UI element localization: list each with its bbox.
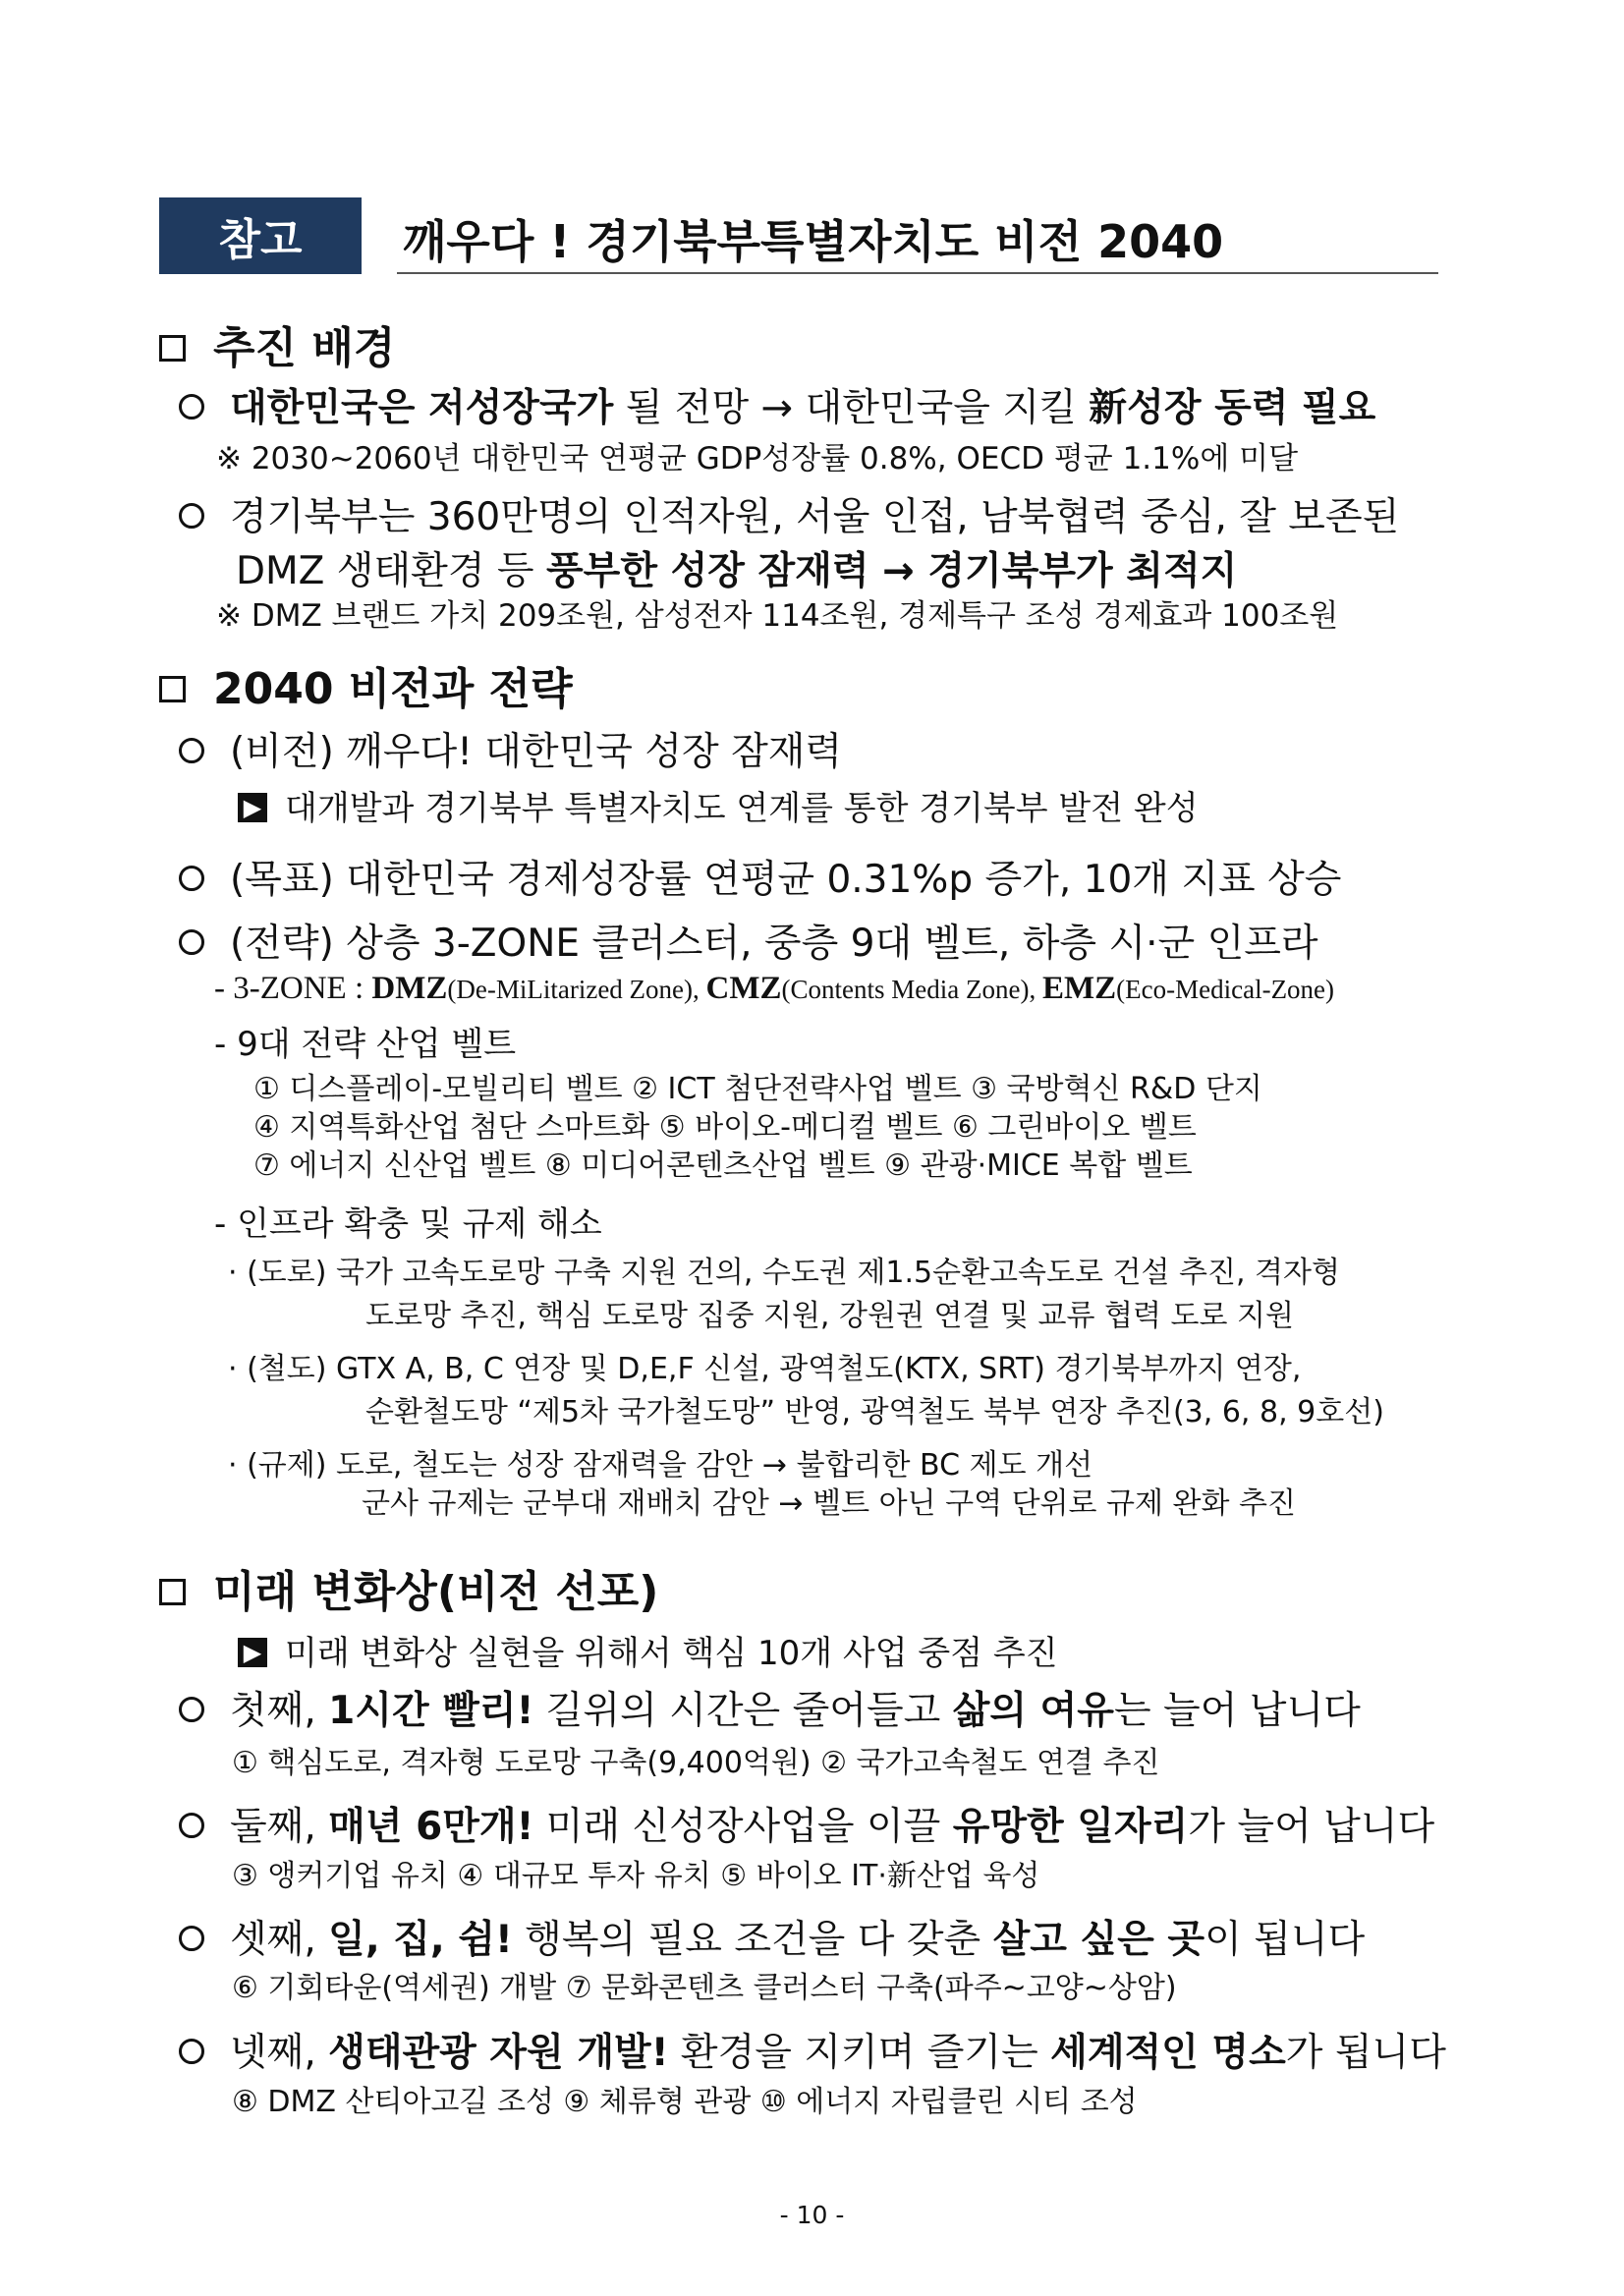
arrow-box-icon: ▶ <box>238 1638 267 1667</box>
circle-bullet-icon <box>179 738 204 763</box>
belt-heading: - 9대 전략 산업 벨트 <box>214 1025 517 1064</box>
future-detail-1: ① 핵심도로, 격자형 도로망 구축(9,400억원) ② 국가고속철도 연결 추진 <box>232 1746 1160 1780</box>
bullet-low-growth: 대한민국은 저성장국가 될 전망 → 대한민국을 지킬 新성장 동력 필요 <box>179 377 1375 432</box>
bullet-gyeonggi-north-l2: DMZ 생태환경 등 풍부한 성장 잠재력 → 경기북부가 최적지 <box>236 549 1238 593</box>
future-sub: ▶ 미래 변화상 실현을 위해서 핵심 10개 사업 중점 추진 <box>238 1626 1058 1674</box>
bullet-vision: (비전) 깨우다! 대한민국 성장 잠재력 <box>179 721 842 776</box>
future-point-3: 셋째, 일, 집, 쉼! 행복의 필요 조건을 다 갖춘 살고 싶은 곳이 됩니다 <box>179 1909 1365 1964</box>
future-point-4: 넷째, 생태관광 자원 개발! 환경을 지키며 즐기는 세계적인 명소가 됩니다 <box>179 2022 1446 2077</box>
square-bullet-icon <box>159 335 186 362</box>
arrow-box-icon: ▶ <box>238 793 267 822</box>
circle-bullet-icon <box>179 503 204 529</box>
future-detail-2: ③ 앵커기업 유치 ④ 대규모 투자 유치 ⑤ 바이오 IT·新산업 육성 <box>232 1859 1040 1893</box>
section-heading-background: 추진 배경 <box>159 312 395 375</box>
infra-reg-l2: 군사 규제는 군부대 재배치 감안 → 벨트 아닌 구역 단위로 규제 완화 추진 <box>362 1486 1297 1521</box>
future-detail-3: ⑥ 기회타운(역세권) 개발 ⑦ 문화콘텐츠 클러스터 구축(파주~고양~상암) <box>232 1971 1177 2005</box>
belt-line: ⑦ 에너지 신산업 벨트 ⑧ 미디어콘텐츠산업 벨트 ⑨ 관광·MICE 복합 벨트 <box>253 1148 1193 1183</box>
circle-bullet-icon <box>179 1926 204 1951</box>
bullet-gyeonggi-north-l1: 경기북부는 360만명의 인적자원, 서울 인접, 남북협력 중심, 잘 보존된 <box>179 486 1399 541</box>
future-detail-4: ⑧ DMZ 산티아고길 조성 ⑨ 체류형 관광 ⑩ 에너지 자립클린 시티 조성 <box>232 2085 1138 2119</box>
note-dmz-brand: ※ DMZ 브랜드 가치 209조원, 삼성전자 114조원, 경제특구 조성 경제효과 100조원 <box>216 598 1339 634</box>
circle-bullet-icon <box>179 1813 204 1838</box>
infra-rail-l1: · (철도) GTX A, B, C 연장 및 D,E,F 신설, 광역철도(KTX, SRT) 경기북부까지 연장, <box>228 1352 1302 1386</box>
circle-bullet-icon <box>179 929 204 955</box>
circle-bullet-icon <box>179 1697 204 1722</box>
circle-bullet-icon <box>179 2039 204 2064</box>
title-underline <box>397 272 1438 274</box>
zone-line: - 3-ZONE : DMZ(De-MiLitarized Zone), CMZ(Contents Media Zone), EMZ(Eco-Medical-Zone) <box>214 971 1335 1006</box>
note-gdp: ※ 2030~2060년 대한민국 연평균 GDP성장률 0.8%, OECD 평균 1.1%에 미달 <box>216 441 1299 476</box>
section-heading-future: 미래 변화상(비전 선포) <box>159 1556 658 1619</box>
square-bullet-icon <box>159 1579 186 1605</box>
future-point-1: 첫째, 1시간 빨리! 길위의 시간은 줄어들고 삶의 여유는 늘어 납니다 <box>179 1680 1361 1735</box>
belt-line: ④ 지역특화산업 첨단 스마트화 ⑤ 바이오-메디컬 벨트 ⑥ 그린바이오 벨트 <box>253 1110 1197 1145</box>
circle-bullet-icon <box>179 394 204 420</box>
section-heading-vision: 2040 비전과 전략 <box>159 653 573 716</box>
infra-rail-l2: 순환철도망 “제5차 국가철도망” 반영, 광역철도 북부 연장 추진(3, 6, 8, 9호선) <box>365 1395 1384 1429</box>
square-bullet-icon <box>159 676 186 702</box>
infra-reg-l1: · (규제) 도로, 철도는 성장 잠재력을 감안 → 불합리한 BC 제도 개선 <box>228 1448 1093 1483</box>
infra-road-l1: · (도로) 국가 고속도로망 구축 지원 건의, 수도권 제1.5순환고속도로 건설 추진, 격자형 <box>228 1256 1340 1290</box>
page-title: 깨우다 ! 경기북부특별자치도 비전 2040 <box>403 215 1224 268</box>
infra-road-l2: 도로망 추진, 핵심 도로망 집중 지원, 강원권 연결 및 교류 협력 도로 지원 <box>365 1299 1294 1333</box>
vision-sub: ▶ 대개발과 경기북부 특별자치도 연계를 통한 경기북부 발전 완성 <box>238 781 1199 829</box>
bullet-strategy: (전략) 상층 3-ZONE 클러스터, 중층 9대 벨트, 하층 시·군 인프라 <box>179 913 1318 968</box>
reference-badge: 참고 <box>159 197 362 274</box>
page-number: - 10 - <box>779 2201 845 2229</box>
bullet-goal: (목표) 대한민국 경제성장률 연평균 0.31%p 증가, 10개 지표 상승 <box>179 849 1341 904</box>
belt-line: ① 디스플레이-모빌리티 벨트 ② ICT 첨단전략사업 벨트 ③ 국방혁신 R&D 단지 <box>253 1072 1262 1106</box>
future-point-2: 둘째, 매년 6만개! 미래 신성장사업을 이끌 유망한 일자리가 늘어 납니다 <box>179 1796 1434 1851</box>
circle-bullet-icon <box>179 866 204 891</box>
infra-heading: - 인프라 확충 및 규제 해소 <box>214 1204 602 1244</box>
